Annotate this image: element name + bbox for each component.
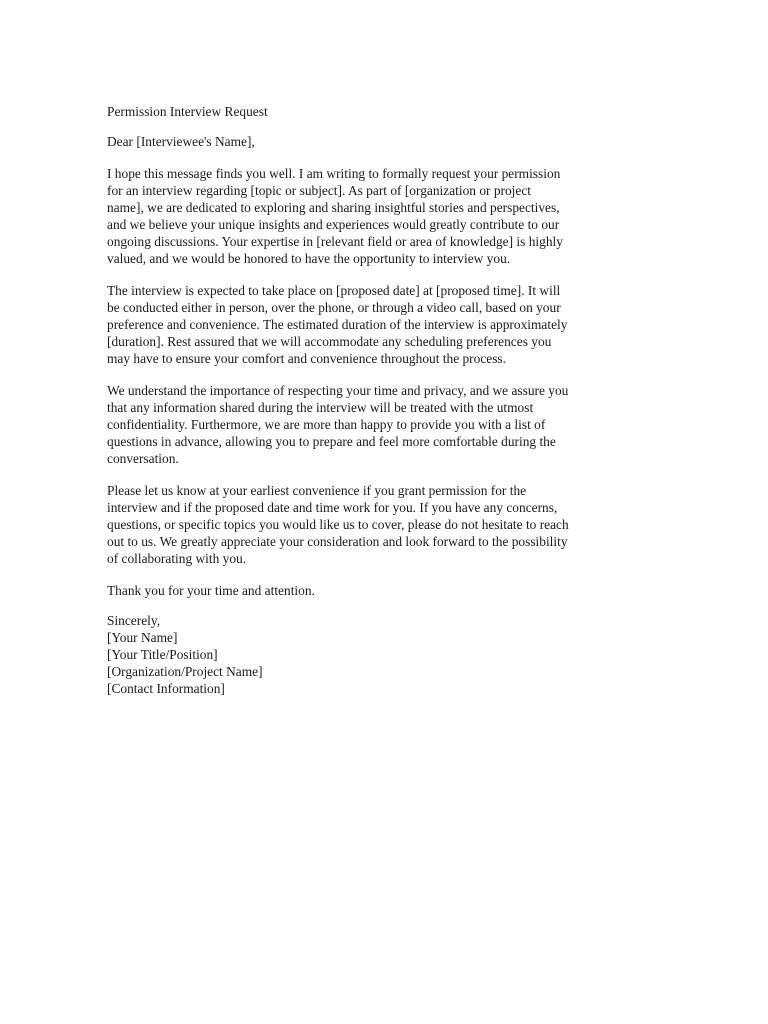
paragraph-logistics [107,282,607,367]
signature-block [107,612,607,697]
letter-title: Permission Interview Request [107,104,268,119]
paragraph-line: conversation. [107,451,179,466]
paragraph-line: confidentiality. Furthermore, we are more than happy to provide you with a list of [107,417,546,432]
paragraph-line: of collaborating with you. [107,551,247,566]
paragraph-line: and we believe your unique insights and experiences would greatly contribute to our [107,217,560,232]
paragraph-request [107,482,607,567]
paragraph-line: We understand the importance of respecting your time and privacy, and we assure you [107,383,569,398]
paragraph-line: I hope this message finds you well. I am writing to formally request your permission [107,166,561,181]
spacer [107,599,607,612]
signature-name: [Your Name] [107,630,178,645]
signature-organization: [Organization/Project Name] [107,664,263,679]
paragraph-line: ongoing discussions. Your expertise in [relevant field or area of knowledge] is highly [107,234,563,249]
paragraph-line: Please let us know at your earliest convenience if you grant permission for the [107,483,527,498]
paragraph-line: out to us. We greatly appreciate your consideration and look forward to the possibility [107,534,568,549]
spacer [107,567,607,582]
salutation: Dear [Interviewee's Name], [107,134,255,149]
paragraph-line: be conducted either in person, over the phone, or through a video call, based on your [107,300,561,315]
paragraph-line: may have to ensure your comfort and convenience throughout the process. [107,351,506,366]
closing: Sincerely, [107,613,161,628]
paragraph-line: valued, and we would be honored to have the opportunity to interview you. [107,251,511,266]
paragraph-line: questions in advance, allowing you to prepare and feel more comfortable during the [107,434,556,449]
paragraph-line: The interview is expected to take place on [proposed date] at [proposed time]. It will [107,283,561,298]
signature-contact: [Contact Information] [107,681,225,696]
paragraph-line: interview and if the proposed date and time work for you. If you have any concerns, [107,500,558,515]
paragraph-line: preference and convenience. The estimated duration of the interview is approximately [107,317,568,332]
spacer [107,150,607,165]
spacer [107,467,607,482]
paragraph-line: that any information shared during the interview will be treated with the utmost [107,400,534,415]
paragraph-line: name], we are dedicated to exploring and sharing insightful stories and perspectives, [107,200,560,215]
thanks-line: Thank you for your time and attention. [107,583,315,598]
signature-title: [Your Title/Position] [107,647,218,662]
letter-body [107,103,607,697]
paragraph-intro [107,165,607,267]
spacer [107,120,607,133]
paragraph-line: questions, or specific topics you would like us to cover, please do not hesitate to reach [107,517,569,532]
paragraph-line: for an interview regarding [topic or subject]. As part of [organization or project [107,183,532,198]
paragraph-line: [duration]. Rest assured that we will accommodate any scheduling preferences you [107,334,552,349]
spacer [107,267,607,282]
paragraph-privacy [107,382,607,467]
spacer [107,367,607,382]
